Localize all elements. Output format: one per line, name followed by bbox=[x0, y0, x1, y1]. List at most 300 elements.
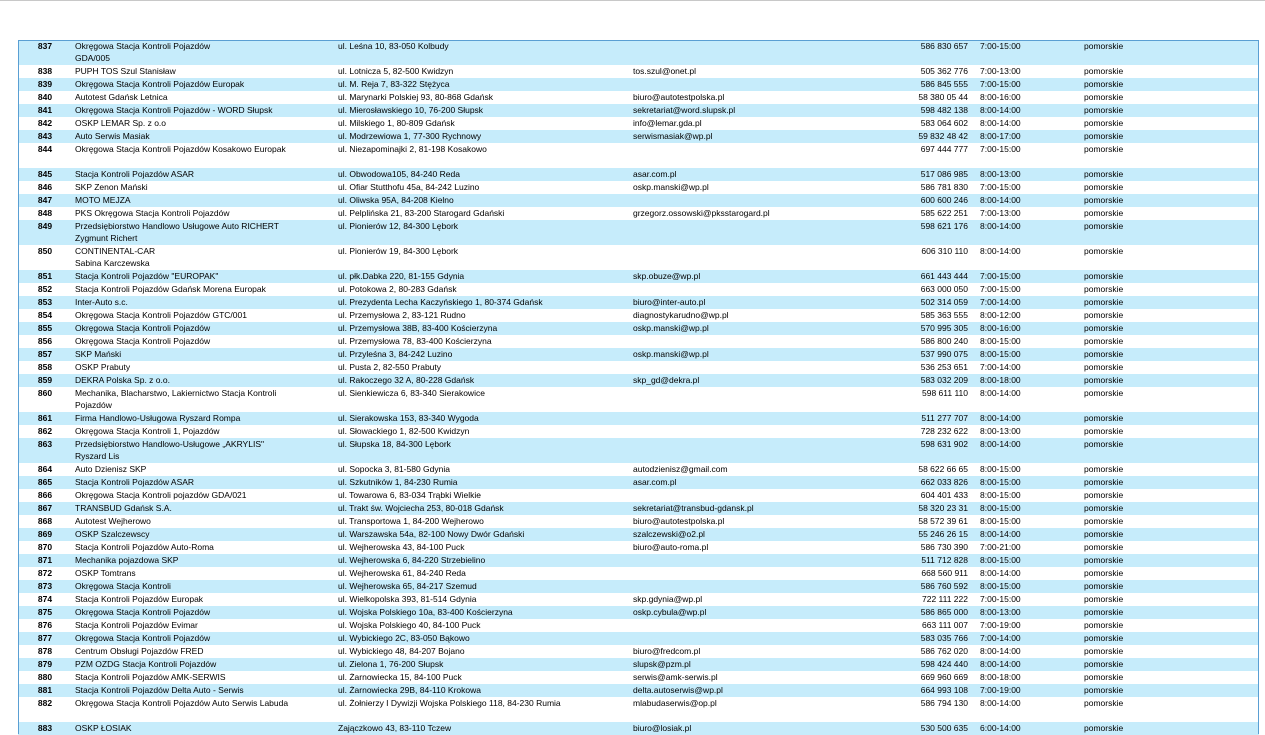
station-region bbox=[1078, 619, 1259, 632]
station-name-text: PUPH TOS Szul Stanisław bbox=[75, 66, 176, 76]
station-region-text: pomorskie bbox=[1084, 246, 1124, 256]
table-row[interactable] bbox=[18, 374, 1259, 387]
table-row[interactable] bbox=[18, 645, 1259, 658]
row-number bbox=[18, 412, 72, 425]
station-address bbox=[335, 722, 630, 735]
table-row[interactable] bbox=[18, 658, 1259, 671]
table-row[interactable] bbox=[18, 593, 1259, 606]
station-hours-text: 8:00-14:00 bbox=[980, 246, 1021, 256]
station-region bbox=[1078, 645, 1259, 658]
station-address-text: ul. Milskiego 1, 80-809 Gdańsk bbox=[338, 118, 455, 128]
station-email bbox=[630, 438, 844, 463]
station-name-text: Stacja Kontroli Pojazdów Evimar bbox=[75, 620, 198, 630]
station-name bbox=[72, 65, 335, 78]
table-row[interactable] bbox=[18, 619, 1259, 632]
table-row[interactable] bbox=[18, 78, 1259, 91]
station-phone-text: 662 033 826 bbox=[920, 477, 968, 487]
station-region-text: pomorskie bbox=[1084, 118, 1124, 128]
row-number-text: 841 bbox=[37, 105, 53, 115]
station-email bbox=[630, 194, 844, 207]
station-name bbox=[72, 130, 335, 143]
table-row[interactable] bbox=[18, 387, 1259, 412]
row-number bbox=[18, 117, 72, 130]
row-number-text: 849 bbox=[37, 221, 53, 231]
station-region-text: pomorskie bbox=[1084, 336, 1124, 346]
station-region-text: pomorskie bbox=[1084, 105, 1124, 115]
station-hours-text: 7:00-14:00 bbox=[980, 362, 1021, 372]
station-address bbox=[335, 348, 630, 361]
station-hours bbox=[974, 296, 1078, 309]
station-hours bbox=[974, 207, 1078, 220]
station-region bbox=[1078, 606, 1259, 619]
station-email-text: sekretariat@word.slupsk.pl bbox=[633, 105, 736, 115]
window-top-border bbox=[0, 0, 1265, 1]
station-name-text: Firma Handlowo-Usługowa Ryszard Rompa bbox=[75, 413, 241, 423]
station-phone-text: 586 762 020 bbox=[920, 646, 968, 656]
station-address-text: ul. Transportowa 1, 84-200 Wejherowo bbox=[338, 516, 484, 526]
table-row[interactable] bbox=[18, 361, 1259, 374]
table-row[interactable] bbox=[18, 104, 1259, 117]
station-phone bbox=[844, 580, 974, 593]
station-email-text: biuro@losiak.pl bbox=[633, 723, 692, 733]
station-region-text: pomorskie bbox=[1084, 633, 1124, 643]
station-email bbox=[630, 722, 844, 735]
station-name-text: Autotest Gdańsk Letnica bbox=[75, 92, 168, 102]
station-email-text: biuro@auto-roma.pl bbox=[633, 542, 709, 552]
station-name bbox=[72, 91, 335, 104]
station-region-text: pomorskie bbox=[1084, 620, 1124, 630]
station-address-text: ul. Sopocka 3, 81-580 Gdynia bbox=[338, 464, 450, 474]
station-name bbox=[72, 168, 335, 181]
station-name-text: TRANSBUD Gdańsk S.A. bbox=[75, 503, 172, 513]
table-row[interactable] bbox=[18, 348, 1259, 361]
table-row[interactable] bbox=[18, 554, 1259, 567]
row-number bbox=[18, 130, 72, 143]
station-region-text: pomorskie bbox=[1084, 581, 1124, 591]
station-email-text: biuro@inter-auto.pl bbox=[633, 297, 706, 307]
table-row[interactable] bbox=[18, 438, 1259, 463]
station-address-text: ul. Zielona 1, 76-200 Słupsk bbox=[338, 659, 444, 669]
table-row[interactable] bbox=[18, 567, 1259, 580]
station-region bbox=[1078, 489, 1259, 502]
station-hours-text: 8:00-14:00 bbox=[980, 221, 1021, 231]
station-phone bbox=[844, 348, 974, 361]
station-phone-text: 598 482 138 bbox=[920, 105, 968, 115]
station-phone-text: 583 035 766 bbox=[920, 633, 968, 643]
station-region bbox=[1078, 181, 1259, 194]
station-address bbox=[335, 207, 630, 220]
station-hours-text: 6:00-14:00 bbox=[980, 723, 1021, 733]
row-number bbox=[18, 438, 72, 463]
station-email-text: szalczewski@o2.pl bbox=[633, 529, 705, 539]
table-row[interactable] bbox=[18, 489, 1259, 502]
station-email bbox=[630, 489, 844, 502]
station-address-text: ul. Niezapominajki 2, 81-198 Kosakowo bbox=[338, 144, 487, 154]
station-phone-text: 586 794 130 bbox=[920, 698, 968, 708]
station-region bbox=[1078, 270, 1259, 283]
station-region bbox=[1078, 91, 1259, 104]
station-email bbox=[630, 322, 844, 335]
station-hours-text: 8:00-14:00 bbox=[980, 388, 1021, 398]
table-row[interactable] bbox=[18, 684, 1259, 697]
station-region bbox=[1078, 78, 1259, 91]
row-number bbox=[18, 528, 72, 541]
station-name bbox=[72, 515, 335, 528]
station-hours-text: 8:00-16:00 bbox=[980, 323, 1021, 333]
station-hours bbox=[974, 619, 1078, 632]
row-number bbox=[18, 78, 72, 91]
row-number-text: 862 bbox=[37, 426, 53, 436]
table-row[interactable] bbox=[18, 309, 1259, 322]
station-hours-text: 8:00-15:00 bbox=[980, 503, 1021, 513]
table-row[interactable] bbox=[18, 606, 1259, 619]
station-name-text: PKS Okręgowa Stacja Kontroli Pojazdów bbox=[75, 208, 230, 218]
station-region bbox=[1078, 593, 1259, 606]
station-region bbox=[1078, 65, 1259, 78]
station-hours bbox=[974, 722, 1078, 735]
station-name-text: Okręgowa Stacja Kontroli Pojazdów GTC/001 bbox=[75, 310, 247, 320]
station-region-text: pomorskie bbox=[1084, 659, 1124, 669]
station-name bbox=[72, 220, 335, 245]
station-phone bbox=[844, 65, 974, 78]
station-address bbox=[335, 632, 630, 645]
row-number-text: 856 bbox=[37, 336, 53, 346]
station-email bbox=[630, 463, 844, 476]
table-row[interactable] bbox=[18, 40, 1259, 65]
station-region-text: pomorskie bbox=[1084, 516, 1124, 526]
row-number bbox=[18, 722, 72, 735]
station-hours bbox=[974, 117, 1078, 130]
station-phone-text: 728 232 622 bbox=[920, 426, 968, 436]
table-row[interactable] bbox=[18, 541, 1259, 554]
table-row[interactable] bbox=[18, 412, 1259, 425]
station-name-line2: GDA/005 bbox=[75, 53, 110, 63]
station-hours bbox=[974, 412, 1078, 425]
station-hours bbox=[974, 194, 1078, 207]
station-name-text: OSKP ŁOSIAK bbox=[75, 723, 132, 733]
station-phone bbox=[844, 438, 974, 463]
station-phone-text: 598 621 176 bbox=[920, 221, 968, 231]
table-row[interactable] bbox=[18, 425, 1259, 438]
row-number bbox=[18, 245, 72, 270]
table-row[interactable] bbox=[18, 515, 1259, 528]
row-number-text: 872 bbox=[37, 568, 53, 578]
station-hours-text: 8:00-16:00 bbox=[980, 92, 1021, 102]
station-email bbox=[630, 515, 844, 528]
station-email bbox=[630, 658, 844, 671]
station-address bbox=[335, 593, 630, 606]
station-name-text: Inter-Auto s.c. bbox=[75, 297, 128, 307]
station-phone bbox=[844, 91, 974, 104]
row-number bbox=[18, 541, 72, 554]
station-name-text: OSKP LEMAR Sp. z o.o bbox=[75, 118, 167, 128]
station-email-text: biuro@fredcom.pl bbox=[633, 646, 701, 656]
table-row[interactable] bbox=[18, 220, 1259, 245]
station-region bbox=[1078, 207, 1259, 220]
station-hours-text: 8:00-14:00 bbox=[980, 118, 1021, 128]
station-email bbox=[630, 348, 844, 361]
station-hours-text: 7:00-21:00 bbox=[980, 542, 1021, 552]
row-number-text: 848 bbox=[37, 208, 53, 218]
station-address-text: ul. Marynarki Polskiej 93, 80-868 Gdańsk bbox=[338, 92, 493, 102]
station-email bbox=[630, 309, 844, 322]
station-email-text: skp.gdynia@wp.pl bbox=[633, 594, 703, 604]
station-hours bbox=[974, 322, 1078, 335]
station-name-text: OSKP Szalczewscy bbox=[75, 529, 150, 539]
row-number bbox=[18, 593, 72, 606]
station-address-text: ul. Pusta 2, 82-550 Prabuty bbox=[338, 362, 442, 372]
station-address bbox=[335, 528, 630, 541]
station-email bbox=[630, 220, 844, 245]
station-phone-text: 58 572 39 61 bbox=[918, 516, 968, 526]
row-number bbox=[18, 283, 72, 296]
station-region bbox=[1078, 476, 1259, 489]
station-phone bbox=[844, 143, 974, 168]
station-address-text: ul. Przemysłowa 2, 83-121 Rudno bbox=[338, 310, 466, 320]
station-hours-text: 8:00-14:00 bbox=[980, 659, 1021, 669]
station-region-text: pomorskie bbox=[1084, 426, 1124, 436]
table-row[interactable] bbox=[18, 117, 1259, 130]
station-phone bbox=[844, 515, 974, 528]
station-name-text: Centrum Obsługi Pojazdów FRED bbox=[75, 646, 204, 656]
station-region-text: pomorskie bbox=[1084, 723, 1124, 733]
station-address bbox=[335, 684, 630, 697]
row-number-text: 860 bbox=[37, 388, 53, 398]
station-hours bbox=[974, 606, 1078, 619]
station-name bbox=[72, 438, 335, 463]
row-number-text: 876 bbox=[37, 620, 53, 630]
station-region bbox=[1078, 374, 1259, 387]
station-address bbox=[335, 117, 630, 130]
row-number-text: 875 bbox=[37, 607, 53, 617]
station-region bbox=[1078, 438, 1259, 463]
station-hours bbox=[974, 528, 1078, 541]
station-hours bbox=[974, 580, 1078, 593]
station-hours bbox=[974, 567, 1078, 580]
station-phone-text: 585 363 555 bbox=[920, 310, 968, 320]
table-row[interactable] bbox=[18, 528, 1259, 541]
row-number-text: 855 bbox=[37, 323, 53, 333]
row-number-text: 865 bbox=[37, 477, 53, 487]
table-row[interactable] bbox=[18, 722, 1259, 735]
station-name-text: Przedsiębiorstwo Handlowo Usługowe Auto RICHERT bbox=[75, 221, 279, 231]
station-hours bbox=[974, 91, 1078, 104]
station-address bbox=[335, 91, 630, 104]
station-email-text: serwismasiak@wp.pl bbox=[633, 131, 713, 141]
station-name-text: DEKRA Polska Sp. z o.o. bbox=[75, 375, 170, 385]
station-phone-text: 586 865 000 bbox=[920, 607, 968, 617]
station-email bbox=[630, 245, 844, 270]
table-row[interactable] bbox=[18, 270, 1259, 283]
station-hours-text: 8:00-15:00 bbox=[980, 516, 1021, 526]
table-row[interactable] bbox=[18, 194, 1259, 207]
table-row[interactable] bbox=[18, 476, 1259, 489]
station-phone-text: 697 444 777 bbox=[920, 144, 968, 154]
station-region-text: pomorskie bbox=[1084, 672, 1124, 682]
row-number bbox=[18, 207, 72, 220]
station-address-text: ul. Potokowa 2, 80-283 Gdańsk bbox=[338, 284, 457, 294]
station-region-text: pomorskie bbox=[1084, 529, 1124, 539]
station-phone-text: 502 314 059 bbox=[920, 297, 968, 307]
row-number bbox=[18, 580, 72, 593]
station-region bbox=[1078, 412, 1259, 425]
row-number-text: 866 bbox=[37, 490, 53, 500]
table-row[interactable] bbox=[18, 463, 1259, 476]
station-hours bbox=[974, 245, 1078, 270]
table-row[interactable] bbox=[18, 168, 1259, 181]
station-name bbox=[72, 425, 335, 438]
station-region-text: pomorskie bbox=[1084, 79, 1124, 89]
station-address-text: ul. Oliwska 95A, 84-208 Kielno bbox=[338, 195, 454, 205]
station-email bbox=[630, 296, 844, 309]
row-number bbox=[18, 632, 72, 645]
station-name-text: Przedsiębiorstwo Handlowo-Usługowe „AKRYLIS" bbox=[75, 439, 265, 449]
station-phone bbox=[844, 722, 974, 735]
station-hours bbox=[974, 632, 1078, 645]
table-row[interactable] bbox=[18, 245, 1259, 270]
row-number-text: 870 bbox=[37, 542, 53, 552]
station-name bbox=[72, 632, 335, 645]
station-address-text: ul. Wybickiego 2C, 83-050 Bąkowo bbox=[338, 633, 470, 643]
station-phone bbox=[844, 684, 974, 697]
station-name-text: Okręgowa Stacja Kontroli Pojazdów bbox=[75, 633, 211, 643]
table-row[interactable] bbox=[18, 322, 1259, 335]
table-row[interactable] bbox=[18, 697, 1259, 722]
table-row[interactable] bbox=[18, 632, 1259, 645]
station-region bbox=[1078, 528, 1259, 541]
station-address bbox=[335, 425, 630, 438]
station-email bbox=[630, 65, 844, 78]
station-region-text: pomorskie bbox=[1084, 41, 1124, 51]
station-name bbox=[72, 104, 335, 117]
station-email-text: oskp.manski@wp.pl bbox=[633, 182, 709, 192]
table-row[interactable] bbox=[18, 65, 1259, 78]
station-phone bbox=[844, 425, 974, 438]
station-email bbox=[630, 387, 844, 412]
station-name-line2: Sabina Karczewska bbox=[75, 258, 150, 268]
station-phone-text: 55 246 26 15 bbox=[918, 529, 968, 539]
station-address bbox=[335, 194, 630, 207]
station-name-text: Okręgowa Stacja Kontroli Pojazdów bbox=[75, 607, 211, 617]
station-address bbox=[335, 412, 630, 425]
table-row[interactable] bbox=[18, 580, 1259, 593]
station-hours bbox=[974, 220, 1078, 245]
row-number bbox=[18, 270, 72, 283]
station-name-text: Okręgowa Stacja Kontroli Pojazdów Kosakowo Europak bbox=[75, 144, 286, 154]
station-hours bbox=[974, 541, 1078, 554]
station-address bbox=[335, 619, 630, 632]
station-region bbox=[1078, 387, 1259, 412]
station-hours-text: 8:00-14:00 bbox=[980, 698, 1021, 708]
station-name bbox=[72, 593, 335, 606]
station-region-text: pomorskie bbox=[1084, 503, 1124, 513]
row-number-text: 871 bbox=[37, 555, 53, 565]
table-row[interactable] bbox=[18, 502, 1259, 515]
station-name bbox=[72, 387, 335, 412]
station-address bbox=[335, 335, 630, 348]
station-name-text: Mechanika, Blacharstwo, Lakiernictwo Stacja Kontroli bbox=[75, 388, 277, 398]
station-name bbox=[72, 296, 335, 309]
station-name bbox=[72, 245, 335, 270]
station-name-text: Okręgowa Stacja Kontroli pojazdów GDA/021 bbox=[75, 490, 247, 500]
row-number bbox=[18, 606, 72, 619]
table-row[interactable] bbox=[18, 91, 1259, 104]
station-region-text: pomorskie bbox=[1084, 607, 1124, 617]
station-address-text: ul. Żołnierzy I Dywizji Wojska Polskiego 118, 84-230 Rumia bbox=[338, 698, 561, 708]
station-phone bbox=[844, 489, 974, 502]
station-email bbox=[630, 502, 844, 515]
station-address bbox=[335, 476, 630, 489]
station-name-text: Stacja Kontroli Pojazdów ASAR bbox=[75, 477, 195, 487]
station-name bbox=[72, 374, 335, 387]
station-name-text: Okręgowa Stacja Kontroli Pojazdów Auto Serwis Labuda bbox=[75, 698, 289, 708]
station-hours bbox=[974, 684, 1078, 697]
table-row[interactable] bbox=[18, 335, 1259, 348]
station-address-text: ul. Prezydenta Lecha Kaczyńskiego 1, 80-374 Gdańsk bbox=[338, 297, 543, 307]
table-row[interactable] bbox=[18, 130, 1259, 143]
station-name bbox=[72, 502, 335, 515]
station-hours bbox=[974, 361, 1078, 374]
station-phone-text: 606 310 110 bbox=[921, 246, 968, 256]
row-number-text: 857 bbox=[37, 349, 53, 359]
table-row[interactable] bbox=[18, 296, 1259, 309]
station-email bbox=[630, 619, 844, 632]
station-name bbox=[72, 335, 335, 348]
station-phone bbox=[844, 412, 974, 425]
station-phone bbox=[844, 130, 974, 143]
station-address-text: ul. Szkutników 1, 84-230 Rumia bbox=[338, 477, 458, 487]
station-name-text: SKP Mański bbox=[75, 349, 122, 359]
station-hours-text: 8:00-14:00 bbox=[980, 568, 1021, 578]
station-phone bbox=[844, 697, 974, 722]
station-hours bbox=[974, 78, 1078, 91]
row-number bbox=[18, 168, 72, 181]
station-address-text: Zajączkowo 43, 83-110 Tczew bbox=[338, 723, 452, 733]
row-number-text: 879 bbox=[37, 659, 53, 669]
station-name bbox=[72, 684, 335, 697]
station-region-text: pomorskie bbox=[1084, 297, 1124, 307]
table-row[interactable] bbox=[18, 283, 1259, 296]
station-name bbox=[72, 40, 335, 65]
station-name-text: Okręgowa Stacja Kontroli Pojazdów - WORD Słupsk bbox=[75, 105, 273, 115]
row-number-text: 837 bbox=[37, 41, 53, 51]
station-email bbox=[630, 374, 844, 387]
table-row[interactable] bbox=[18, 207, 1259, 220]
table-row[interactable] bbox=[18, 181, 1259, 194]
row-number bbox=[18, 65, 72, 78]
row-number bbox=[18, 619, 72, 632]
row-number-text: 840 bbox=[37, 92, 53, 102]
station-hours-text: 7:00-14:00 bbox=[980, 297, 1021, 307]
station-hours-text: 8:00-14:00 bbox=[980, 646, 1021, 656]
station-address-text: ul. Przemysłowa 38B, 83-400 Kościerzyna bbox=[338, 323, 498, 333]
table-row[interactable] bbox=[18, 671, 1259, 684]
station-region bbox=[1078, 296, 1259, 309]
station-address-text: ul. Towarowa 6, 83-034 Trąbki Wielkie bbox=[338, 490, 481, 500]
station-phone-text: 58 622 66 65 bbox=[918, 464, 968, 474]
stations-table bbox=[18, 40, 1259, 735]
station-hours bbox=[974, 658, 1078, 671]
station-phone bbox=[844, 296, 974, 309]
station-address-text: ul. Leśna 10, 83-050 Kolbudy bbox=[338, 41, 449, 51]
station-phone bbox=[844, 207, 974, 220]
station-address bbox=[335, 168, 630, 181]
station-region-text: pomorskie bbox=[1084, 92, 1124, 102]
table-row[interactable] bbox=[18, 143, 1259, 168]
station-hours-text: 8:00-13:00 bbox=[980, 426, 1021, 436]
station-name bbox=[72, 194, 335, 207]
station-name-text: Okręgowa Stacja Kontroli Pojazdów bbox=[75, 323, 211, 333]
